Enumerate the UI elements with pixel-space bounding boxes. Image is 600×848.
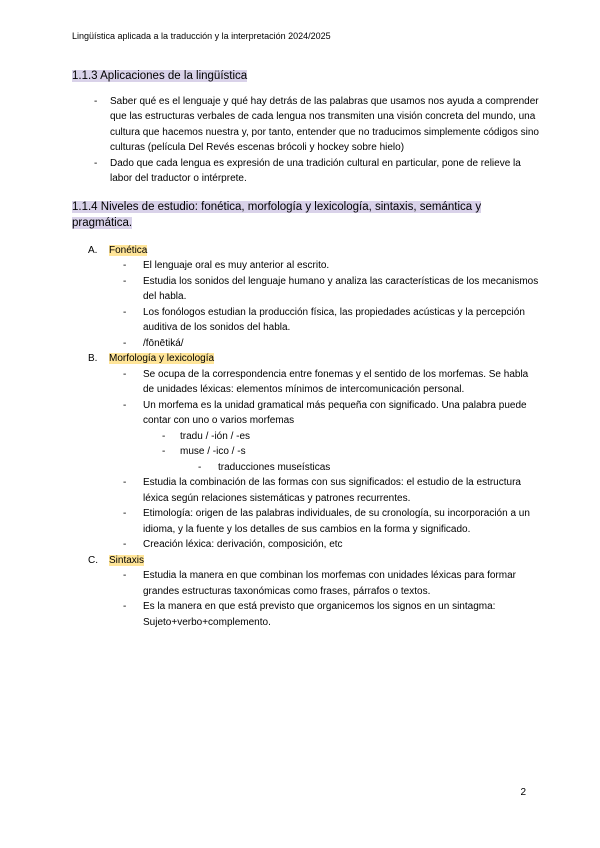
bullet-dash: - — [162, 430, 166, 442]
bullet-item — [72, 537, 540, 553]
section-heading-1-1-4 — [72, 199, 540, 232]
bullet-item — [72, 460, 540, 476]
bullet-text: Un morfema es la unidad gramatical más pequeña con significado. Una palabra puede contar con uno o varios morfemas — [143, 399, 527, 426]
bullet-text: Creación léxica: derivación, composición, etc — [143, 539, 343, 550]
bullet-dash: - — [94, 95, 98, 107]
page-number: 2 — [520, 787, 526, 798]
letter-item-morfologia — [72, 351, 540, 367]
bullet-item — [72, 398, 540, 429]
bullet-text: Estudia los sonidos del lenguaje humano y analiza las características de los mecanismos del habla. — [143, 275, 539, 302]
bullet-item — [72, 258, 540, 274]
bullet-text: El lenguaje oral es muy anterior al escrito. — [143, 260, 330, 271]
bullet-item — [72, 274, 540, 305]
section-heading-1-1-3-text: 1.1.3 Aplicaciones de la lingüística — [72, 70, 248, 82]
bullet-item — [72, 599, 540, 630]
bullet-text: Estudia la combinación de las formas con sus significados: el estudio de la estructura léxica según relaciones sistemáticas y patrones recurrentes. — [143, 477, 521, 504]
bullet-dash: - — [198, 461, 202, 473]
term-highlight — [109, 553, 540, 569]
bullet-text: muse / -ico / -s — [180, 446, 246, 457]
running-header: Lingüística aplicada a la traducción y la interpretación 2024/2025 — [72, 31, 331, 41]
bullet-dash: - — [123, 508, 127, 519]
bullet-item — [72, 305, 540, 336]
section-heading-1-1-3 — [72, 68, 540, 85]
letter-label: B. — [88, 353, 98, 364]
term-text: Morfología y lexicología — [109, 353, 215, 364]
bullet-text: Es la manera en que está previsto que organicemos los signos en un sintagma: Sujeto+verbo+complemento. — [143, 601, 496, 628]
bullet-text: Estudia la manera en que combinan los morfemas con unidades léxicas para formar grandes estructuras taxonómicas como frases, párrafos o textos. — [143, 570, 516, 597]
bullet-dash: - — [123, 601, 127, 612]
term-highlight — [109, 243, 540, 259]
section-1-1-4-lettered-list — [72, 243, 540, 631]
term-text: Sintaxis — [109, 554, 145, 566]
term-highlight — [109, 351, 540, 367]
bullet-dash: - — [123, 477, 127, 488]
letter-item-fonetica — [72, 243, 540, 259]
bullet-item — [72, 506, 540, 537]
bullet-item — [72, 568, 540, 599]
section-heading-1-1-4-text: 1.1.4 Niveles de estudio: fonética, morfología y lexicología, sintaxis, semántica y pragmática. — [72, 200, 482, 229]
bullet-item — [72, 156, 540, 187]
letter-label: C. — [88, 554, 98, 566]
bullet-text: tradu / -ión / -es — [180, 430, 251, 442]
page-content — [72, 31, 540, 630]
bullet-dash: - — [123, 260, 127, 271]
bullet-item — [72, 336, 540, 352]
bullet-text: Dado que cada lengua es expresión de una tradición cultural en particular, pone de relieve la labor del traductor o intérprete. — [110, 157, 521, 184]
bullet-item — [72, 94, 540, 156]
bullet-item — [72, 444, 540, 460]
bullet-text: Etimología: origen de las palabras individuales, de su cronología, su incorporación a un idioma, y la fuente y los detalles de sus cambios en la forma y significado. — [143, 508, 530, 535]
term-text: Fonética — [109, 244, 148, 256]
bullet-item — [72, 475, 540, 506]
section-1-1-3-bullet-list — [72, 94, 540, 187]
bullet-dash: - — [123, 539, 127, 550]
bullet-text: traducciones museísticas — [218, 461, 331, 473]
bullet-dash: - — [162, 446, 166, 457]
bullet-dash: - — [123, 306, 127, 318]
bullet-dash: - — [123, 570, 127, 581]
letter-label: A. — [88, 244, 98, 256]
bullet-text: /fōnētiká/ — [143, 337, 184, 349]
bullet-dash: - — [123, 399, 127, 411]
bullet-dash: - — [94, 157, 98, 169]
bullet-item — [72, 429, 540, 445]
bullet-dash: - — [123, 368, 127, 380]
bullet-dash: - — [123, 337, 127, 349]
bullet-text: Los fonólogos estudian la producción física, las propiedades acústicas y la percepción auditiva de los sonidos del habla. — [143, 306, 525, 333]
bullet-dash: - — [123, 275, 127, 287]
letter-item-sintaxis — [72, 553, 540, 569]
bullet-text: Se ocupa de la correspondencia entre fonemas y el sentido de los morfemas. Se habla de unidades léxicas: elementos mínimos de intercomunicación personal. — [143, 368, 529, 395]
bullet-text: Saber qué es el lenguaje y qué hay detrás de las palabras que usamos nos ayuda a comprender que las estructuras verbales de cada lengua nos transmiten una visión concreta del mundo, una cultura que hacemos nuestra y, por tanto, entender que no traducimos simplemente códigos sino culturas (película Del Revés escenas brócoli y hockey sobre hielo) — [110, 95, 539, 153]
bullet-item — [72, 367, 540, 398]
